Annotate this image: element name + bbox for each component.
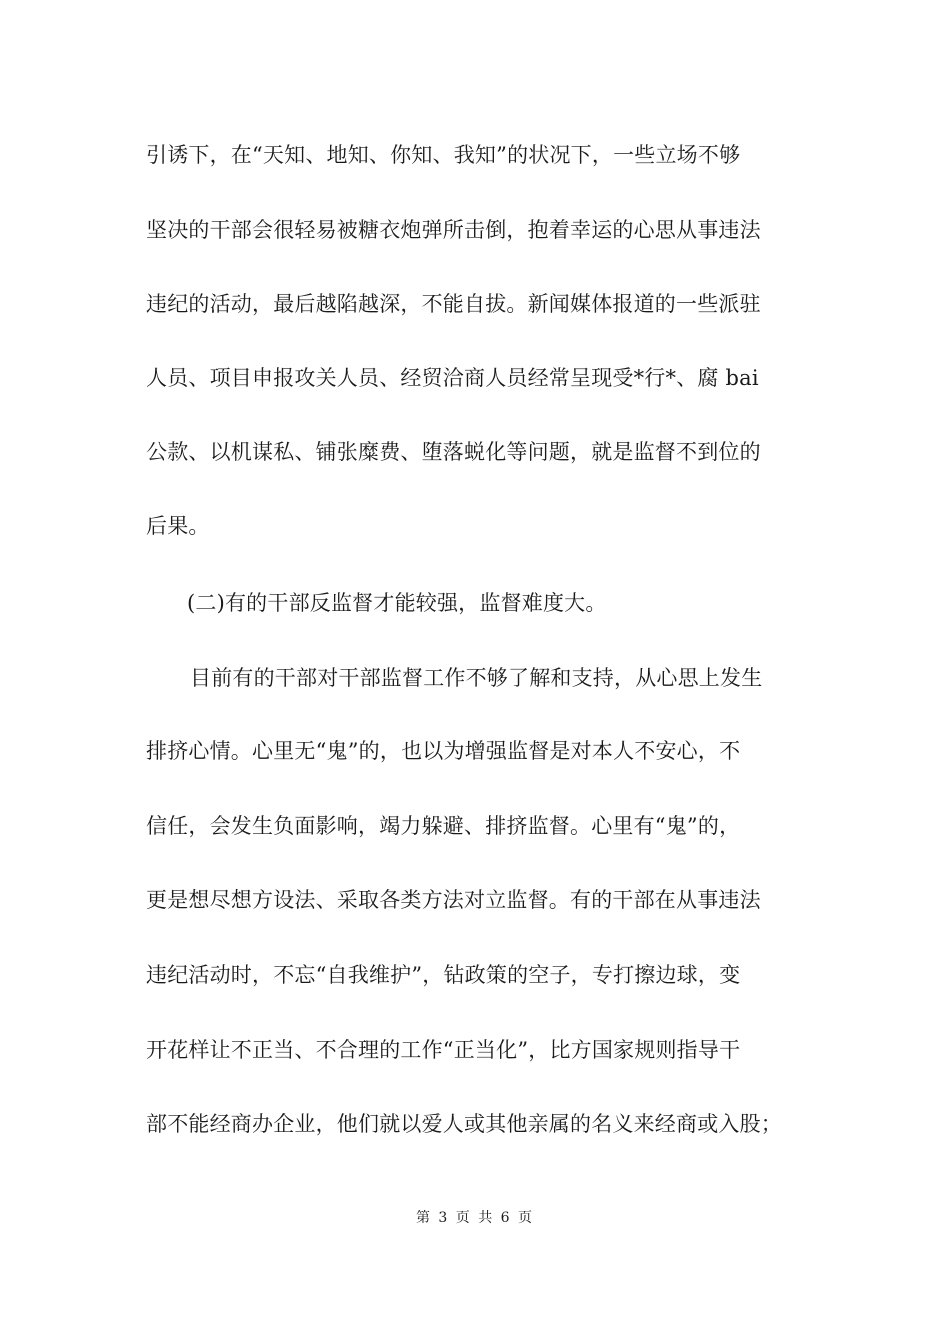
paragraph-line-3: 违纪的活动，最后越陷越深，不能自拔。新闻媒体报道的一些派驻 <box>146 292 761 316</box>
paragraph-line-2: 坚决的干部会很轻易被糖衣炮弹所击倒，抱着幸运的心思从事违法 <box>146 218 761 242</box>
paragraph-line-8: 目前有的干部对干部监督工作不够了解和支持，从心思上发生 <box>190 666 763 690</box>
page-number-footer: 第 3 页 共 6 页 <box>415 1210 535 1226</box>
paragraph-line-4: 人员、项目申报攻关人员、经贸洽商人员经常呈现受*行*、腐 bai <box>146 366 759 390</box>
section-heading: (二)有的干部反监督才能较强，监督难度大。 <box>187 591 607 615</box>
paragraph-line-5: 公款、以机谋私、铺张糜费、堕落蜕化等问题，就是监督不到位的 <box>146 440 761 464</box>
paragraph-line-6: 后果。 <box>146 514 210 538</box>
paragraph-line-13: 开花样让不正当、不合理的工作“正当化”，比方国家规则指导干 <box>146 1038 741 1062</box>
paragraph-line-9: 排挤心情。心里无“鬼”的，也以为增强监督是对本人不安心，不 <box>146 739 741 763</box>
paragraph-line-1: 引诱下，在“天知、地知、你知、我知”的状况下，一些立场不够 <box>146 143 741 167</box>
paragraph-line-12: 违纪活动时，不忘“自我维护”，钻政策的空子，专打擦边球，变 <box>146 963 741 987</box>
paragraph-line-14: 部不能经商办企业，他们就以爱人或其他亲属的名义来经商或入股； <box>146 1112 782 1136</box>
paragraph-line-11: 更是想尽想方设法、采取各类方法对立监督。有的干部在从事违法 <box>146 888 761 912</box>
paragraph-line-10: 信任，会发生负面影响，竭力躲避、排挤监督。心里有“鬼”的， <box>146 814 741 838</box>
